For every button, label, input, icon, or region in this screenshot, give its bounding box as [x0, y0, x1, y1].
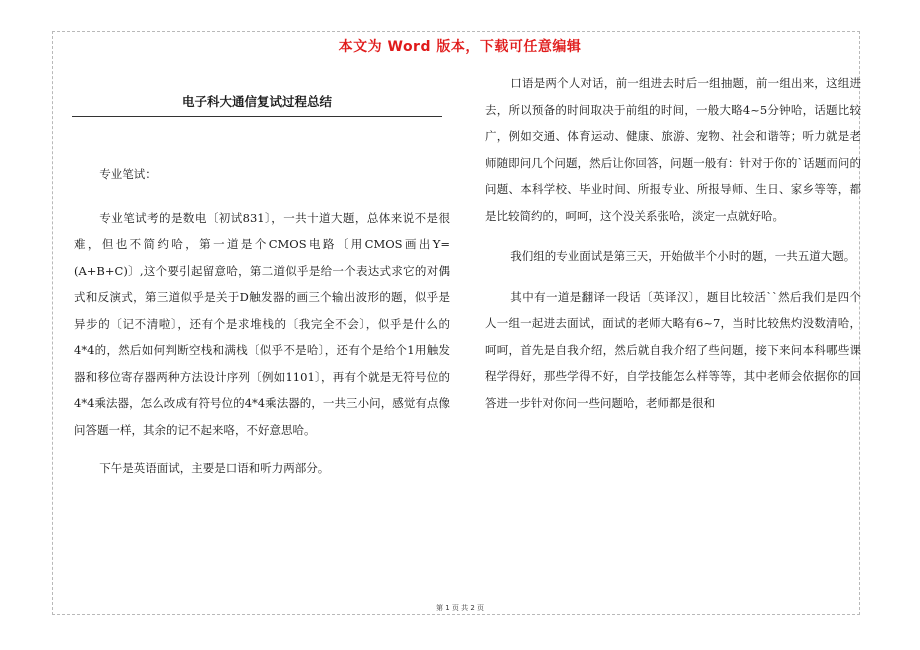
title-underline	[72, 116, 442, 117]
paragraph: 其中有一道是翻译一段话〔英译汉〕，题目比较活``然后我们是四个人一组一起进去面试，面试的老师大略有6~7，当时比较焦灼没数清哈，呵呵，首先是自我介绍，然后就自我介绍了些问题，接下来问本科哪些课程学得好，那些学得不好，自学技能怎么样等等，其中老师会依据你的回答进一步针对你问一些问题哈，老师都是很和	[485, 289, 861, 410]
page-number-footer: 第 1 页 共 2 页	[435, 604, 485, 612]
paragraph: 我们组的专业面试是第三天，开始做半个小时的题，一共五道大题。	[510, 249, 856, 263]
edit-notice-banner: 本文为 Word 版本，下载可任意编辑	[338, 39, 582, 55]
left-column	[74, 161, 450, 494]
paragraph: 专业笔试考的是数电〔初试831〕，一共十道大题，总体来说不是很难，但也不简约哈，第一道是个CMOS电路〔用CMOS画出Y=(A+B+C)〕,这个要引起留意哈，第二道似乎是给一个表达式求它的对偶式和反演式，第三道似乎是关于D触发器的画三个输出波形的题，似乎是异步的〔记不清啦〕，还有个是求堆栈的〔我完全不会〕，似乎是什么的4*4的，然后如何判断空栈和满栈〔似乎不是哈〕，还有个是给个1用触发器和移位寄存器两种方法设计序列〔例如1101〕，再有个就是无符号位的4*4乘法器，怎么改成有符号位的4*4乘法器的，一共三小问，感觉有点像问答题一样，其余的记不起来咯，不好意思哈。	[74, 210, 450, 437]
paragraph: 下午是英语面试，主要是口语和听力两部分。	[99, 461, 330, 475]
document-title: 电子科大通信复试过程总结	[181, 94, 332, 109]
paragraph: 口语是两个人对话，前一组进去时后一组抽题，前一组出来，这组进去，所以预备的时间取决于前组的时间，一般大略4~5分钟哈，话题比较广，例如交通、体育运动、健康、旅游、宠物、社会和谐等；听力就是老师随即问几个问题，然后让你回答，问题一般有：针对于你的`话题而问的问题、本科学校、毕业时间、所报专业、所报导师、生日、家乡等等，都是比较简约的，呵呵，这个没关系张哈，淡定一点就好哈。	[485, 76, 861, 223]
right-column	[485, 70, 861, 430]
section-heading: 专业笔试：	[99, 167, 157, 181]
